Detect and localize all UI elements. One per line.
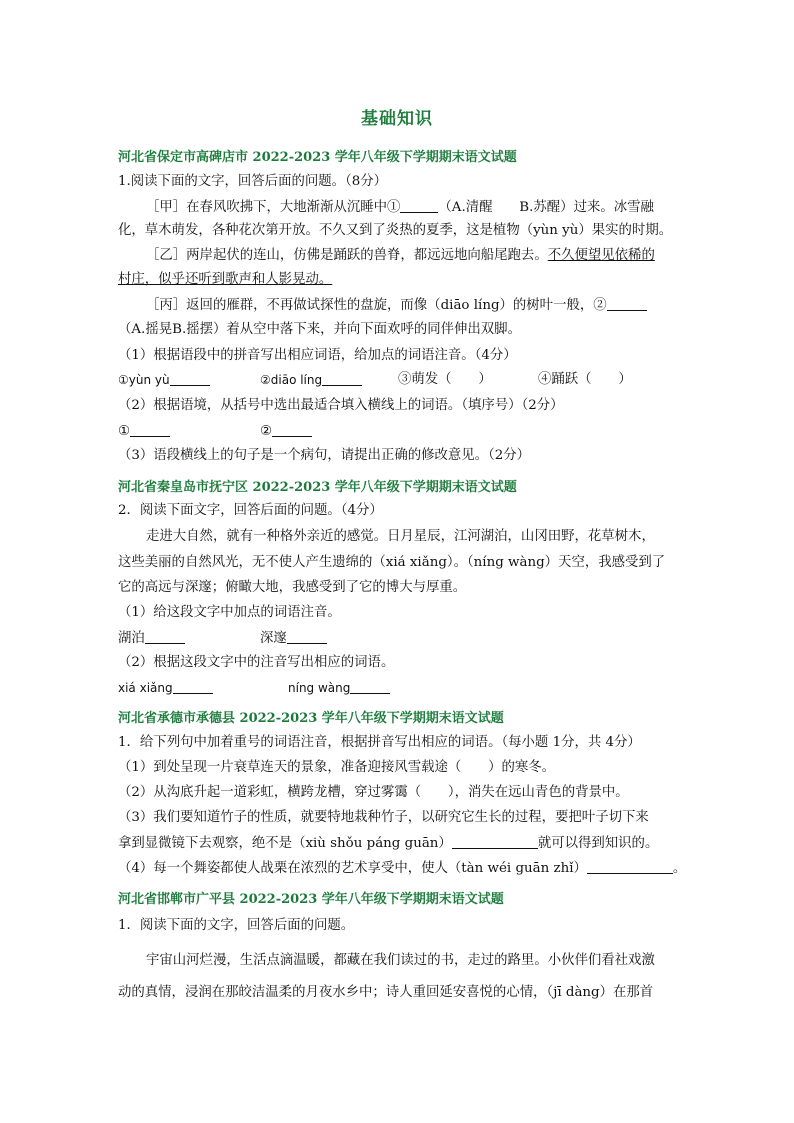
underlined-sentence: 不久便望见依稀的 [547,248,655,263]
answer-blank[interactable] [130,422,170,437]
question-2-prompt: 2．阅读下面文字，回答后面的问题。（4分） [118,503,383,518]
source-heading-1: 河北省保定市高碑店市 2022-2023 学年八年级下学期期末语文试题 [118,150,517,165]
item-3-1: （1）到处呈现一片衰草连天的景象，准备迎接风雪载途（ ）的寒冬。 [118,760,556,775]
answer-1: ① [118,422,170,441]
passage-bing-line-2: （A.摇晃B.摇摆）着从空中落下来，并向下面欢呼的同伴伸出双脚。 [118,322,521,337]
passage-yi-line-1: ［乙］两岸起伏的连山，仿佛是踊跃的兽脊，都远远地向船尾跑去。不久便望见依稀的 [146,248,655,263]
answer-blank[interactable] [173,679,213,694]
answer-blank[interactable] [452,834,538,849]
answer-blank[interactable] [350,679,390,694]
answer-blank[interactable] [145,629,185,644]
answer-2: ② [260,422,312,441]
answer-blank[interactable] [587,859,673,874]
passage-2-line-1: 走进大自然，就有一种格外亲近的感觉。日月星辰，江河湖泊，山冈田野，花草树木， [146,529,655,544]
option-3: ③萌发（ ） [398,372,492,387]
passage-jia-line-1: ［甲］在春风吹拂下，大地渐渐从沉睡中① （A.清醒 B.苏醒）过来。冰雪融 [146,200,654,215]
question-1-prompt: 1.阅读下面的文字，回答后面的问题。（8分） [118,174,388,189]
sub-question-1-1: （1）根据语段中的拼音写出相应词语，给加点的词语注音。（4分） [118,348,517,363]
word-1: 湖泊 [118,629,185,648]
option-2: ②diāo líng [260,371,362,390]
passage-yi-line-2: 村庄，似乎还听到歌声和人影晃动。 [118,272,333,287]
passage-jia-line-2: 化，草木萌发，各种花次第开放。不久又到了炎热的夏季，这是植物（yùn yù）果实的时期。 [118,223,673,238]
question-3-prompt: 1．给下列句中加着重号的词语注音，根据拼音写出相应的词语。（每小题 1分，共 4分） [118,735,641,750]
passage-2-line-2: 这些美丽的自然风光，无不使人产生遗绵的（xiá xiǎng）。（níng wàng）天空，我感受到了 [118,555,666,570]
answer-blank[interactable] [400,198,438,213]
sub-question-1-3: （3）语段横线上的句子是一个病句，请提出正确的修改意见。（2分） [118,448,531,463]
passage-4-line-2: 动的真情，浸润在那皎洁温柔的月夜水乡中；诗人重回延安喜悦的心情，（jī dàng）在那首 [118,985,654,1000]
passage-2-line-3: 它的高远与深邃；俯瞰大地，我感受到了它的博大与厚重。 [118,580,467,595]
passage-bing-line-1: ［丙］返回的雁群，不再做试探性的盘旋，而像（diāo líng）的树叶一般，② [146,296,647,315]
source-heading-4: 河北省邯郸市广平县 2022-2023 学年八年级下学期期末语文试题 [118,892,504,907]
passage-4-line-1: 宇宙山河烂漫，生活点滴温暖，都藏在我们读过的书，走过的路里。小伙伴们看社戏激 [146,953,655,968]
option-1: ①yùn yù [118,371,210,390]
page-title: 基础知识 [361,109,433,129]
sub-question-2-2: （2）根据这段文字中的注音写出相应的词语。 [118,655,395,670]
question-4-prompt: 1．阅读下面的文字，回答后面的问题。 [118,918,355,933]
item-3-2: （2）从沟底升起一道彩虹，横跨龙槽，穿过雾霭（ ），消失在远山青色的背景中。 [118,785,629,800]
sub-question-2-1: （1）给这段文字中加点的词语注音。 [118,605,341,620]
answer-blank[interactable] [287,629,327,644]
answer-blank[interactable] [272,422,312,437]
word-2: 深邃 [260,629,327,648]
answer-blank[interactable] [322,371,362,386]
item-3-4: （4）每一个舞姿都使人战栗在浓烈的艺术享受中，使人（tàn wéi guān zhǐ） 。 [118,861,687,876]
pinyin-2: níng wàng [288,679,390,698]
option-4: ④踊跃（ ） [538,372,632,387]
source-heading-2: 河北省秦皇岛市抚宁区 2022-2023 学年八年级下学期期末语文试题 [118,480,517,495]
sub-question-1-2: （2）根据语境，从括号中选出最适合填入横线上的词语。（填序号）（2分） [118,398,564,413]
item-3-3-line-2: 拿到显微镜下去观察，绝不是（xiù shǒu páng guān） 就可以得到知识的。 [118,836,659,851]
item-3-3-line-1: （3）我们要知道竹子的性质，就要特地栽种竹子，以研究它生长的过程，要把叶子切下来 [118,810,649,825]
source-heading-3: 河北省承德市承德县 2022-2023 学年八年级下学期期末语文试题 [118,711,504,726]
pinyin-1: xiá xiǎng [118,679,213,698]
answer-blank[interactable] [607,296,647,311]
answer-blank[interactable] [170,371,210,386]
